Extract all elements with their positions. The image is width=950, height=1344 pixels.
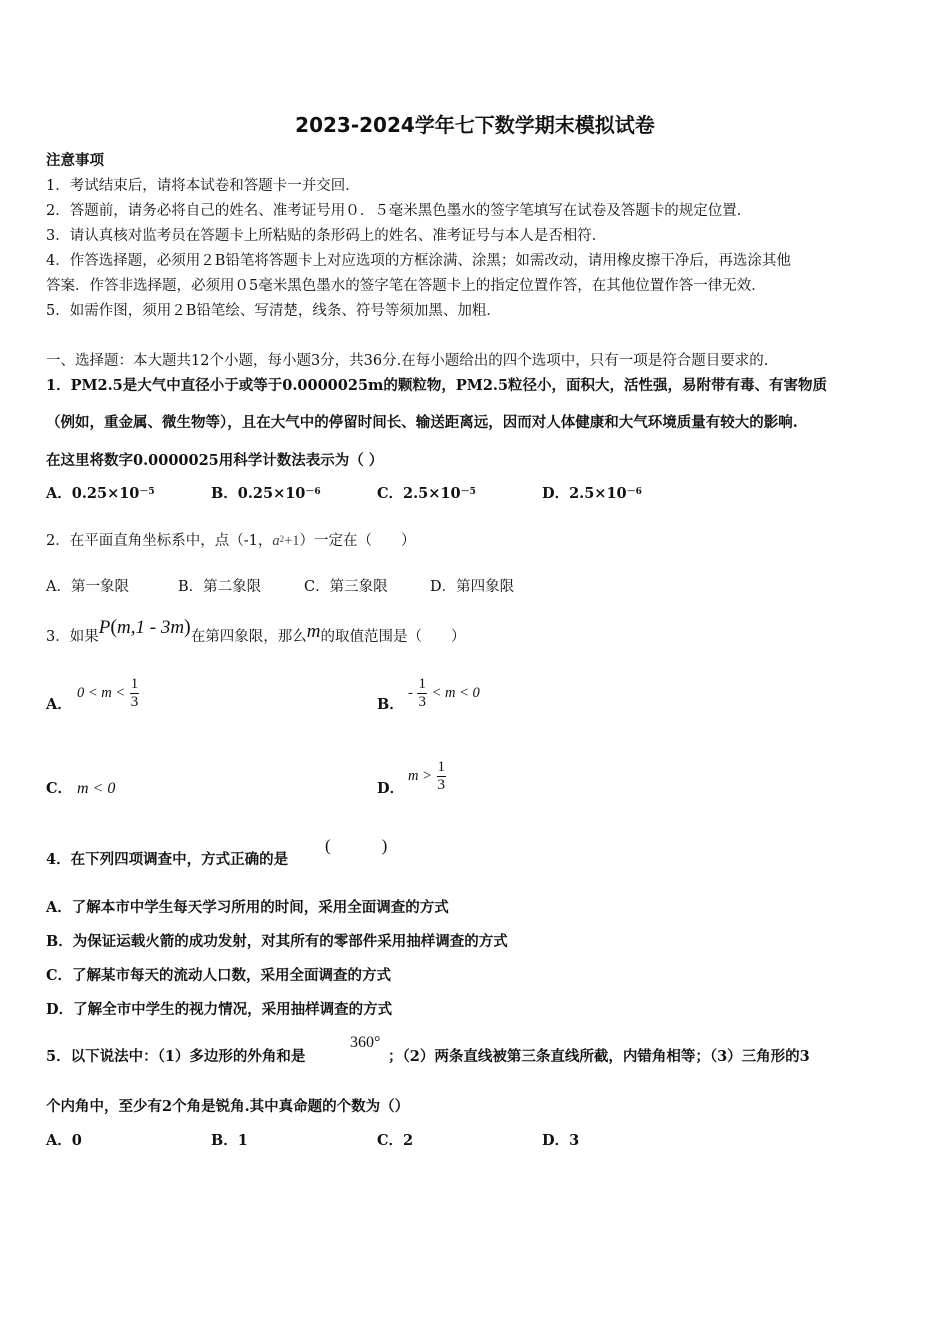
option-label: C．2.5×10 (377, 485, 461, 502)
question-5-line-2: 个内角中，至少有2个角是锐角.其中真命题的个数为（） (46, 1098, 410, 1115)
question-5-option-c: C．2 (377, 1132, 414, 1149)
math-variable: a (272, 533, 280, 549)
math-point: P (98, 617, 111, 638)
question-text: 3．如果 (46, 629, 99, 645)
question-1-option-d (542, 485, 642, 503)
math-fraction: $\frac{1}{3}$ (130, 675, 139, 710)
question-2-stem (46, 532, 416, 550)
math-fraction: $\frac{1}{3}$ (418, 675, 426, 710)
question-2-option-a: A．第一象限 (46, 579, 129, 595)
question-1-line-1: 1．PM2.5是大气中直径小于或等于0.0000025m的颗粒物，PM2.5粒径小，面积大，活性强，易附带有毒、有害物质 (46, 377, 828, 394)
notice-item: 2．答题前，请务必将自己的姓名、准考证号用０．５毫米黑色墨水的签字笔填写在试卷及答题卡的规定位置． (46, 203, 752, 219)
notice-item: 3．请认真核对监考员在答题卡上所粘贴的条形码上的姓名、准考证号与本人是否相符． (46, 228, 607, 244)
math-expression: +1 (284, 533, 300, 549)
question-3-stem (46, 614, 465, 648)
question-2-option-d: D．第四象限 (430, 579, 515, 595)
math-paren: ) (184, 616, 191, 638)
question-1-option-a (46, 485, 155, 503)
question-5-option-b: B．1 (211, 1132, 248, 1149)
question-4-option-b: B．为保证运载火箭的成功发射，对其所有的零部件采用抽样调查的方式 (46, 933, 508, 950)
question-4-paren: ( ) (325, 836, 388, 855)
math-expression: m,1 - 3m (117, 617, 185, 638)
option-exponent: －6 (305, 487, 321, 497)
question-3-option-b-label: B． (377, 696, 404, 713)
question-3-option-d-label: D． (377, 780, 405, 797)
option-label: D．2.5×10 (542, 485, 627, 502)
question-4-stem: 4．在下列四项调查中，方式正确的是 (46, 851, 289, 868)
question-3-option-a-label: A． (46, 696, 72, 713)
notice-item: 4．作答选择题，必须用２B铅笔将答题卡上对应选项的方框涂满、涂黑；如需改动，请用橡皮擦干净后，再选涂其他 (46, 253, 791, 269)
question-text: ）一定在（ ） (299, 533, 416, 549)
notice-heading: 注意事项 (46, 152, 104, 169)
question-3-option-b-expr (408, 670, 480, 716)
question-4-option-c: C．了解某市每天的流动人口数，采用全面调查的方式 (46, 967, 392, 984)
notice-item: 1．考试结束后，请将本试卷和答题卡一并交回． (46, 178, 360, 194)
math-expression: - (408, 685, 413, 701)
question-text: 在第四象限，那么 (190, 629, 307, 645)
question-5-part-2: ；（2）两条直线被第三条直线所截，内错角相等；（3）三角形的3 (388, 1048, 810, 1065)
question-4-option-d: D．了解全市中学生的视力情况，采用抽样调查的方式 (46, 1001, 393, 1018)
math-exponent: 2 (279, 534, 285, 544)
math-expression: 0 < m < (77, 685, 126, 701)
question-5-option-a: A．0 (46, 1132, 82, 1149)
question-3-option-c-label: C． (46, 780, 73, 797)
notice-item: 5．如需作图，须用２B铅笔绘、写清楚，线条、符号等须加黑、加粗． (46, 303, 501, 319)
question-2-option-b: B．第二象限 (178, 579, 262, 595)
math-paren: ( (110, 616, 118, 638)
question-5-part-1: 5．以下说法中：（1）多边形的外角和是 (46, 1048, 306, 1065)
option-label: A．0.25×10 (46, 485, 140, 502)
option-label: B．0.25×10 (211, 485, 306, 502)
question-text: 的取值范围是（ ） (320, 629, 466, 645)
question-text: 2．在平面直角坐标系中，点（-1， (46, 533, 273, 549)
question-5-option-d: D．3 (542, 1132, 580, 1149)
section-heading: 一、选择题：本大题共12个小题，每小题3分，共36分.在每小题给出的四个选项中，只有一项是符合题目要求的. (46, 353, 769, 369)
math-expression: m > (408, 768, 432, 784)
question-1-line-3: 在这里将数字0.0000025用科学计数法表示为（ ） (46, 452, 384, 469)
math-variable: m (306, 621, 321, 642)
question-1-option-b (211, 485, 321, 503)
math-fraction: $\frac{1}{3}$ (437, 758, 445, 793)
option-exponent: －5 (139, 487, 155, 497)
question-3-option-d-expr (408, 753, 446, 799)
option-exponent: －6 (626, 487, 642, 497)
question-3-option-a-expr (77, 670, 139, 716)
math-expression: < m < 0 (431, 685, 480, 701)
question-4-option-a: A．了解本市中学生每天学习所用的时间，采用全面调查的方式 (46, 899, 449, 916)
question-5-degree: 360° (350, 1034, 381, 1051)
question-1-line-2: （例如，重金属、微生物等），且在大气中的停留时间长、输送距离远，因而对人体健康和大气环境质量有较大的影响. (46, 414, 798, 431)
question-2-option-c: C．第三象限 (304, 579, 388, 595)
question-3-option-c-expr: m < 0 (77, 780, 116, 797)
option-exponent: －5 (460, 487, 476, 497)
notice-item: 答案．作答非选择题，必须用０5毫米黑色墨水的签字笔在答题卡上的指定位置作答，在其他位置作答一律无效． (46, 278, 766, 294)
exam-title: 2023-2024学年七下数学期末模拟试卷 (295, 113, 655, 137)
question-1-option-c (377, 485, 476, 503)
